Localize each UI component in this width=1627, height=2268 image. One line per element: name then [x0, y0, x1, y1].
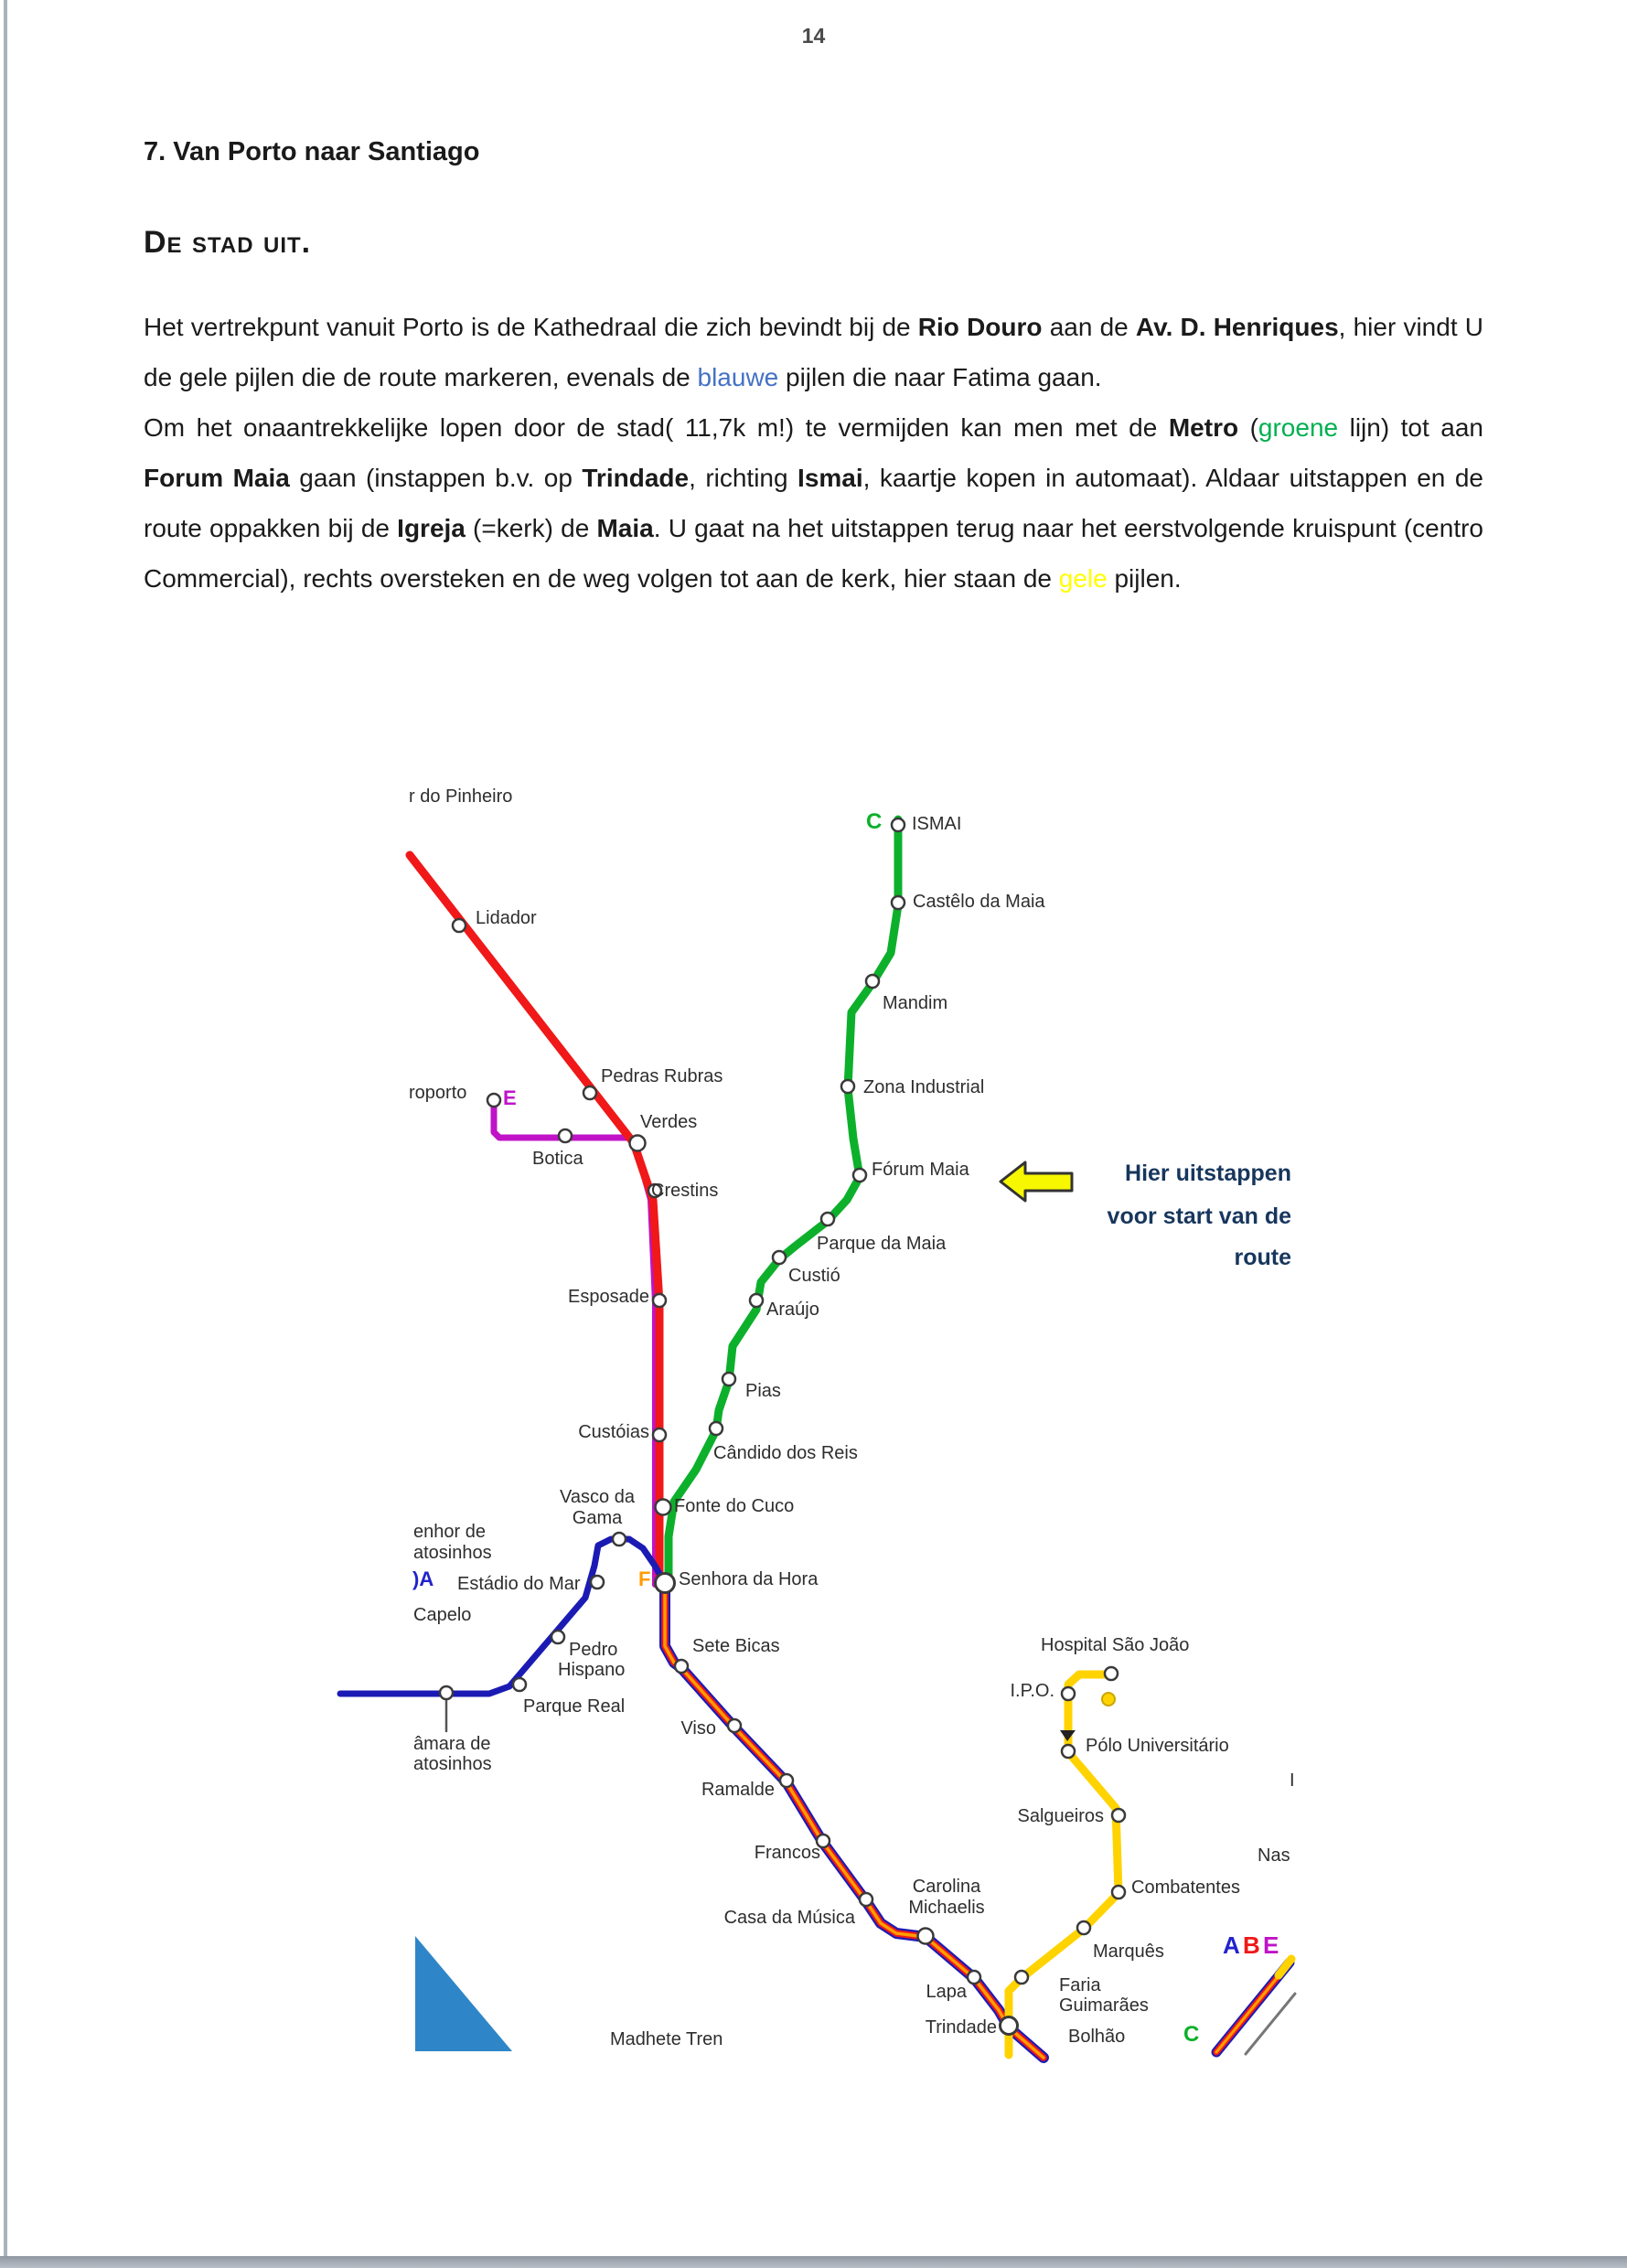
station-marker-ipo: [1062, 1687, 1075, 1700]
label-botica: Botica: [532, 1149, 583, 1169]
station-marker-pias: [723, 1373, 735, 1385]
label-pinheiro-fragment: r do Pinheiro: [409, 786, 513, 807]
p2-seg: (: [1238, 413, 1258, 442]
p2-seg: (=kerk) de: [465, 514, 597, 542]
label-carolina: Carolina: [912, 1877, 981, 1897]
letter-b: B: [1243, 1931, 1260, 1959]
label-senhora-da-hora: Senhora da Hora: [679, 1569, 819, 1589]
p2-seg: lijn) tot aan: [1338, 413, 1484, 442]
metro-line-campanha-diag-yellow-frag: [1279, 1959, 1291, 1975]
page-title: 7. Van Porto naar Santiago: [144, 137, 480, 166]
station-marker-candido-dos-reis: [710, 1422, 723, 1435]
station-marker-hospital-sao-joao: [1105, 1667, 1118, 1680]
station-marker-zona-industrial: [841, 1080, 854, 1093]
label-nas-fragment: Nas: [1258, 1845, 1290, 1866]
label-parque-real: Parque Real: [523, 1696, 626, 1717]
label-pias: Pias: [745, 1381, 781, 1401]
label-camara-frag1: âmara de: [413, 1734, 491, 1754]
label-faria: Faria: [1059, 1975, 1101, 1995]
label-lapa: Lapa: [926, 1982, 967, 2002]
p2-forum-maia: Forum Maia: [144, 464, 290, 492]
station-marker-castelo-da-maia: [892, 896, 904, 909]
p1-seg: , hier vindt U de gele pijlen die de route markeren, evenals de: [144, 313, 1484, 391]
station-marker-custoias: [653, 1428, 666, 1441]
letter-da-fragment: )A: [412, 1567, 434, 1590]
page-number: 14: [801, 24, 826, 48]
station-marker-marques: [1077, 1921, 1090, 1934]
station-marker-esposade: [653, 1294, 666, 1307]
label-francos: Francos: [754, 1843, 820, 1863]
station-marker-trindade: [1001, 2017, 1018, 2035]
p2-trindade: Trindade: [582, 464, 690, 492]
yellow-dot-icon: [1102, 1693, 1115, 1706]
metro-line-b-red: [410, 855, 659, 1585]
label-aeroporto-fragment: roporto: [409, 1083, 467, 1103]
station-marker-faria-guimaraes: [1015, 1971, 1028, 1984]
station-marker-salgueiros: [1112, 1809, 1125, 1822]
p1-av-henriques: Av. D. Henriques: [1135, 313, 1339, 341]
p2-groene-word: groene: [1258, 413, 1339, 442]
p2-seg: , kaartje kopen in automaat). Aldaar uitstappen en de route oppakken bij de: [144, 464, 1483, 542]
label-camara-frag2: atosinhos: [413, 1754, 492, 1774]
p2-seg: , richting: [689, 464, 798, 492]
station-marker-botica: [559, 1129, 572, 1142]
section-subheading: De stad uit.: [144, 225, 312, 260]
station-marker-ramalde: [780, 1774, 793, 1787]
p1-blauwe-word: blauwe: [697, 363, 779, 391]
station-marker-fonte-do-cuco: [656, 1500, 671, 1515]
label-pedras-rubras: Pedras Rubras: [601, 1066, 723, 1086]
p1-seg: Het vertrekpunt vanuit Porto is de Kathedraal die zich bevindt bij de: [144, 313, 918, 341]
letter-c-top: C: [866, 809, 883, 834]
letter-c-bottom: C: [1183, 2022, 1200, 2047]
label-michaelis: Michaelis: [908, 1898, 985, 1918]
station-marker-parque-da-maia: [821, 1213, 834, 1225]
station-marker-camara-matosinhos: [440, 1686, 453, 1699]
p1-seg: aan de: [1042, 313, 1136, 341]
station-marker-aeroporto: [487, 1094, 500, 1107]
p2-igreja: Igreja: [397, 514, 466, 542]
station-marker-lidador: [453, 919, 466, 932]
label-hispano: Hispano: [558, 1660, 626, 1680]
label-marques: Marquês: [1093, 1942, 1164, 1962]
p2-seg: . U gaat na het uitstappen terug naar het eerstvolgende kruispunt (centro Commercial), rechts oversteken en de weg volgen tot aan de kerk, hier staan de: [144, 514, 1484, 593]
label-ismai: ISMAI: [912, 814, 962, 834]
sea-triangle: [415, 1936, 512, 2051]
station-marker-ismai: [892, 818, 904, 831]
letter-a: A: [1223, 1931, 1240, 1959]
down-chevron-icon: [1060, 1730, 1076, 1741]
label-araujo: Araújo: [766, 1300, 819, 1320]
metro-line-trunk-blue: [665, 1589, 1044, 2058]
label-custoias: Custóias: [578, 1422, 649, 1442]
label-lidador: Lidador: [476, 908, 537, 928]
metro-line-c-green: [669, 819, 898, 1585]
label-verdes: Verdes: [640, 1112, 698, 1132]
label-gama: Gama: [572, 1508, 623, 1528]
letter-f: F: [638, 1567, 651, 1590]
label-ipo: I.P.O.: [1010, 1681, 1054, 1701]
p2-metro: Metro: [1168, 413, 1239, 442]
letter-e-bottom: E: [1263, 1931, 1279, 1959]
label-trindade: Trindade: [925, 2017, 997, 2038]
label-senhor-frag2: atosinhos: [413, 1543, 492, 1563]
letter-e-airport: E: [503, 1086, 517, 1109]
station-marker-estadio-do-mar: [591, 1576, 604, 1589]
station-marker-araujo: [750, 1294, 763, 1307]
label-vasco-da: Vasco da: [560, 1487, 635, 1507]
station-marker-custio: [773, 1251, 786, 1264]
label-pedro: Pedro: [569, 1640, 618, 1660]
station-marker-sete-bicas: [675, 1660, 688, 1673]
station-marker-carolina-michaelis: [918, 1929, 934, 1944]
station-marker-combatentes: [1112, 1886, 1125, 1899]
station-marker-viso: [728, 1719, 741, 1732]
label-parque-da-maia: Parque da Maia: [817, 1234, 947, 1254]
station-marker-forum-maia: [853, 1169, 866, 1182]
label-custio: Custió: [788, 1266, 840, 1286]
station-marker-vasco-da-gama: [613, 1533, 626, 1546]
label-ramalde: Ramalde: [701, 1780, 775, 1800]
label-salgueiros: Salgueiros: [1017, 1806, 1104, 1826]
label-senhor-frag1: enhor de: [413, 1522, 486, 1542]
p2-ismai: Ismai: [797, 464, 863, 492]
p2-seg: gaan (instappen b.v. op: [289, 464, 583, 492]
p1-seg: pijlen die naar Fatima gaan.: [778, 363, 1102, 391]
label-estadio-do-mar: Estádio do Mar: [457, 1574, 581, 1594]
station-marker-casa-da-musica: [860, 1893, 872, 1906]
label-i-fragment: I: [1290, 1771, 1295, 1791]
label-fonte-do-cuco: Fonte do Cuco: [674, 1496, 795, 1516]
label-combatentes: Combatentes: [1131, 1878, 1240, 1898]
label-sete-bicas: Sete Bicas: [692, 1636, 780, 1656]
label-esposade: Esposade: [568, 1287, 649, 1307]
label-bolhao: Bolhão: [1068, 2027, 1126, 2047]
annotation-line2: voor start van de: [1107, 1204, 1291, 1229]
label-guimaraes: Guimarães: [1059, 1995, 1149, 2016]
label-note-fragment: Madhete Tren: [610, 2029, 723, 2049]
label-capelo-fragment: Capelo: [413, 1605, 472, 1625]
station-marker-polo-universitario: [1062, 1745, 1075, 1758]
station-marker-senhora-da-hora: [656, 1574, 675, 1593]
p2-seg: pijlen.: [1107, 564, 1182, 593]
label-mandim: Mandim: [883, 993, 948, 1013]
station-marker-pedras-rubras: [583, 1086, 596, 1099]
station-marker-verdes: [630, 1136, 646, 1151]
label-casa-da-musica: Casa da Música: [723, 1908, 855, 1928]
label-viso: Viso: [680, 1718, 716, 1738]
p2-gele-word: gele: [1058, 564, 1108, 593]
label-zona-industrial: Zona Industrial: [863, 1077, 985, 1097]
left-arrow-icon: [1001, 1162, 1072, 1201]
annotation-line3: route: [1234, 1245, 1291, 1270]
label-forum-maia: Fórum Maia: [872, 1160, 969, 1180]
station-marker-lapa: [968, 1971, 980, 1984]
label-candido-dos-reis: Cândido dos Reis: [713, 1443, 858, 1463]
p2-maia: Maia: [596, 514, 654, 542]
station-marker-pedro-hispano: [551, 1631, 564, 1643]
station-marker-parque-real: [513, 1678, 526, 1691]
p1-rio-douro: Rio Douro: [917, 313, 1043, 341]
station-marker-mandim: [866, 975, 879, 988]
annotation-line1: Hier uitstappen: [1125, 1161, 1291, 1186]
label-castelo-da-maia: Castêlo da Maia: [913, 892, 1045, 912]
label-crestins: Crestins: [651, 1181, 719, 1201]
p2-seg: Om het onaantrekkelijke lopen door de stad( 11,7k m!) te vermijden kan men met de: [144, 413, 1169, 442]
label-polo-universitario: Pólo Universitário: [1086, 1736, 1229, 1756]
label-hospital-sao-joao: Hospital São João: [1041, 1635, 1190, 1655]
